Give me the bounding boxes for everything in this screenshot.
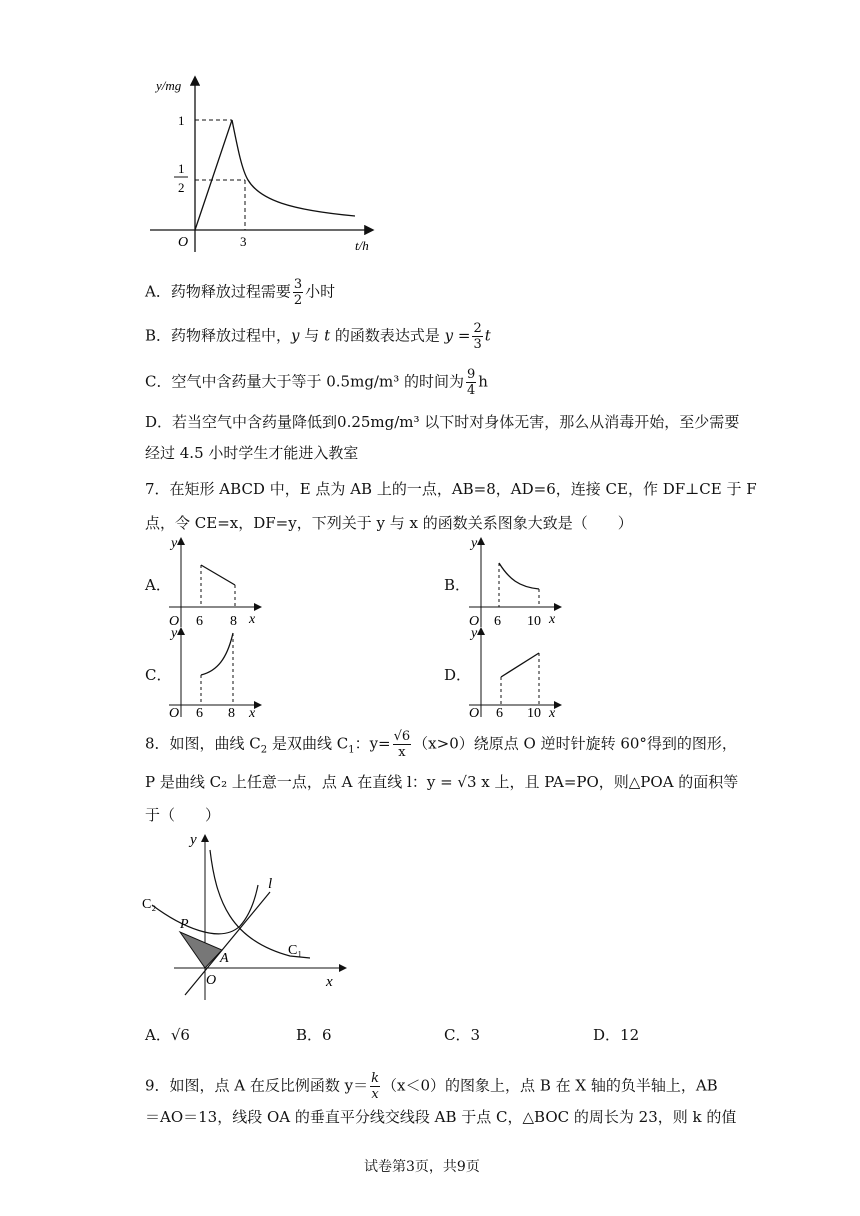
graph-c — [165, 625, 265, 720]
option-d-line2: 经过 4.5 小时学生才能进入教室 — [145, 444, 359, 462]
tick-3: 3 — [240, 234, 247, 249]
q9-line2: ＝AO＝13，线段 OA 的垂直平分线交线段 AB 于点 C，△BOC 的周长为 23，则 k 的值 — [145, 1108, 737, 1126]
svg-text:C₂: C₂ — [142, 897, 157, 912]
q7-label-d: D． — [444, 666, 472, 684]
svg-text:x: x — [249, 612, 256, 627]
svg-text:O: O — [469, 706, 480, 720]
svg-text:C₁: C₁ — [288, 943, 303, 958]
q7-label-c: C． — [145, 666, 172, 684]
q8-option-d: D．12 — [593, 1026, 640, 1044]
q7-label-b: B． — [444, 576, 471, 594]
decay-graph — [150, 70, 380, 260]
svg-text:10: 10 — [527, 614, 541, 629]
svg-text:x: x — [549, 612, 556, 627]
graph-d — [465, 625, 565, 720]
svg-text:A: A — [220, 951, 229, 966]
svg-text:y: y — [190, 832, 197, 848]
svg-text:O: O — [169, 706, 180, 720]
svg-text:O: O — [169, 614, 180, 629]
q8-option-a: A．√6 — [145, 1026, 190, 1044]
graph-b — [465, 535, 565, 630]
q8-line1: 8．如图，曲线 $C_2$ 是双曲线 $C_1$：y= $\frac{√6}{x}$ （x>0）绕原点 O 逆时针旋转 60°得到的图形， — [145, 729, 737, 760]
svg-text:10: 10 — [527, 706, 541, 720]
svg-text:8: 8 — [228, 706, 235, 720]
option-a: A．药物释放过程需要 $\frac{3}{2}$ 小时 — [145, 277, 336, 308]
svg-text:8: 8 — [230, 614, 237, 629]
svg-text:P: P — [180, 917, 189, 932]
svg-text:6: 6 — [196, 614, 203, 629]
svg-text:O: O — [469, 614, 480, 629]
option-d-line1: D．若当空气中含药量降低到0.25mg/m³ 以下时对身体无害，那么从消毒开始，至少需要 — [145, 413, 740, 431]
x-axis-label: t/h — [355, 238, 369, 253]
svg-text:2: 2 — [178, 180, 185, 195]
svg-text:6: 6 — [496, 706, 503, 720]
q7-line1: 7．在矩形 ABCD 中，E 点为 AB 上的一点，AB=8，AD=6，连接 CE，作 DF⊥CE 于 F — [145, 480, 757, 498]
option-b: B．药物释放过程中，y 与 t 的函数表达式是 y = $\frac{2}{3}$ t — [145, 321, 491, 352]
svg-text:y: y — [471, 536, 478, 551]
svg-text:6: 6 — [196, 706, 203, 720]
svg-text:y: y — [171, 536, 178, 551]
svg-text:1: 1 — [178, 161, 185, 176]
q8-line2: P 是曲线 C₂ 上任意一点，点 A 在直线 l：y = √3 x 上，且 PA=PO，则△POA 的面积等 — [145, 773, 739, 791]
q7-label-a: A． — [145, 576, 171, 594]
svg-text:6: 6 — [494, 614, 501, 629]
svg-text:y: y — [171, 626, 178, 641]
q8-line3: 于（ ） — [145, 806, 221, 824]
graph-a — [165, 535, 265, 630]
q9-line1: 9．如图，点 A 在反比例函数 y＝ $\frac{k}{x}$ （x＜0）的图象上，点 B 在 X 轴的负半轴上，AB — [145, 1071, 718, 1102]
q7-line2: 点，令 CE=x，DF=y，下列关于 y 与 x 的函数关系图象大致是（ ） — [145, 514, 633, 532]
origin-label: O — [178, 235, 189, 250]
q8-option-c: C．3 — [444, 1026, 481, 1044]
q8-figure — [140, 830, 355, 1005]
svg-text:x: x — [326, 974, 333, 990]
y-axis-label: y/mg — [156, 78, 182, 93]
svg-text:O: O — [206, 973, 217, 988]
svg-text:y: y — [471, 626, 478, 641]
tick-1: 1 — [178, 113, 185, 128]
svg-text:l: l — [268, 876, 273, 892]
svg-text:x: x — [249, 706, 256, 720]
q8-option-b: B．6 — [296, 1026, 332, 1044]
svg-text:x: x — [549, 706, 556, 720]
page-footer: 试卷第3页，共9页 — [364, 1159, 480, 1175]
option-c: C．空气中含药量大于等于 0.5mg/m³ 的时间为 $\frac{9}{4}$ h — [145, 367, 488, 398]
